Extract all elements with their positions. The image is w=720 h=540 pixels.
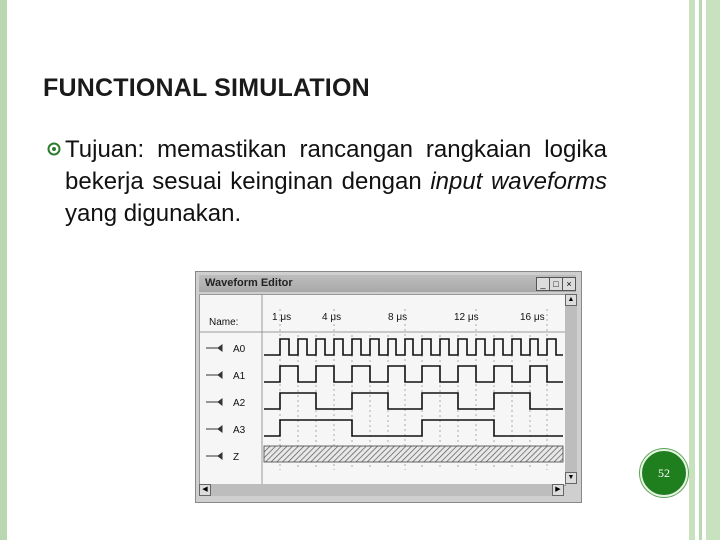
waveform-a1 [264, 366, 563, 382]
maximize-icon[interactable]: □ [549, 277, 563, 291]
bullet-text [65, 134, 607, 230]
bullet-icon [47, 142, 61, 156]
scroll-up-icon[interactable]: ▲ [565, 294, 577, 306]
signal-label-z: Z [233, 452, 240, 463]
waveform-a0 [264, 339, 563, 355]
signal-label-a0: A0 [233, 344, 246, 355]
time-marker-16: 16 μs [520, 312, 545, 323]
waveform-z [264, 446, 563, 462]
scroll-down-icon[interactable]: ▼ [565, 472, 577, 484]
input-pin-icon [206, 345, 222, 351]
signal-row-a3[interactable] [206, 425, 246, 436]
bullet-text-lead: Tujuan: memastikan rancangan rangkaian logika bekerja sesuai keinginan dengan [65, 136, 607, 195]
input-pin-icon [206, 426, 222, 432]
scroll-right-icon[interactable]: ▶ [552, 484, 564, 496]
waveform-canvas[interactable] [200, 295, 565, 485]
waveform-a3 [264, 420, 563, 436]
page-number-badge: 52 [640, 449, 688, 497]
slide-title: FUNCTIONAL SIMULATION [43, 74, 370, 102]
bullet-text-italic: input waveforms [430, 168, 607, 195]
bullet-item [47, 134, 607, 230]
signal-label-a2: A2 [233, 398, 246, 409]
time-marker-8: 8 μs [388, 312, 408, 323]
bullet-text-tail: yang digunakan. [65, 200, 242, 227]
time-marker-4: 4 μs [322, 312, 342, 323]
slide-border-right-outer [706, 0, 720, 540]
waveform-editor-window [195, 271, 582, 503]
window-title: Waveform Editor [205, 277, 293, 289]
name-header: Name: [209, 317, 239, 328]
horizontal-scrollbar[interactable] [199, 484, 564, 496]
scroll-left-icon[interactable]: ◀ [199, 484, 211, 496]
close-icon[interactable]: × [562, 277, 576, 291]
time-marker-12: 12 μs [454, 312, 479, 323]
slide-border-right [689, 0, 695, 540]
output-pin-icon [206, 453, 222, 459]
waveform-a2 [264, 393, 563, 409]
signal-row-a0[interactable] [206, 344, 246, 355]
waveform-area[interactable] [199, 294, 566, 486]
minimize-icon[interactable]: _ [536, 277, 550, 291]
input-pin-icon [206, 372, 222, 378]
slide-border-right-line [699, 0, 702, 540]
input-pin-icon [206, 399, 222, 405]
slide-border-left [0, 0, 7, 540]
time-marker-1: 1 μs [272, 312, 292, 323]
vertical-scrollbar[interactable] [565, 294, 577, 484]
signal-row-z[interactable] [206, 452, 239, 463]
window-title-bar[interactable] [199, 275, 576, 292]
signal-row-a1[interactable] [206, 371, 246, 382]
signal-row-a2[interactable] [206, 398, 246, 409]
signal-label-a3: A3 [233, 425, 246, 436]
signal-label-a1: A1 [233, 371, 246, 382]
